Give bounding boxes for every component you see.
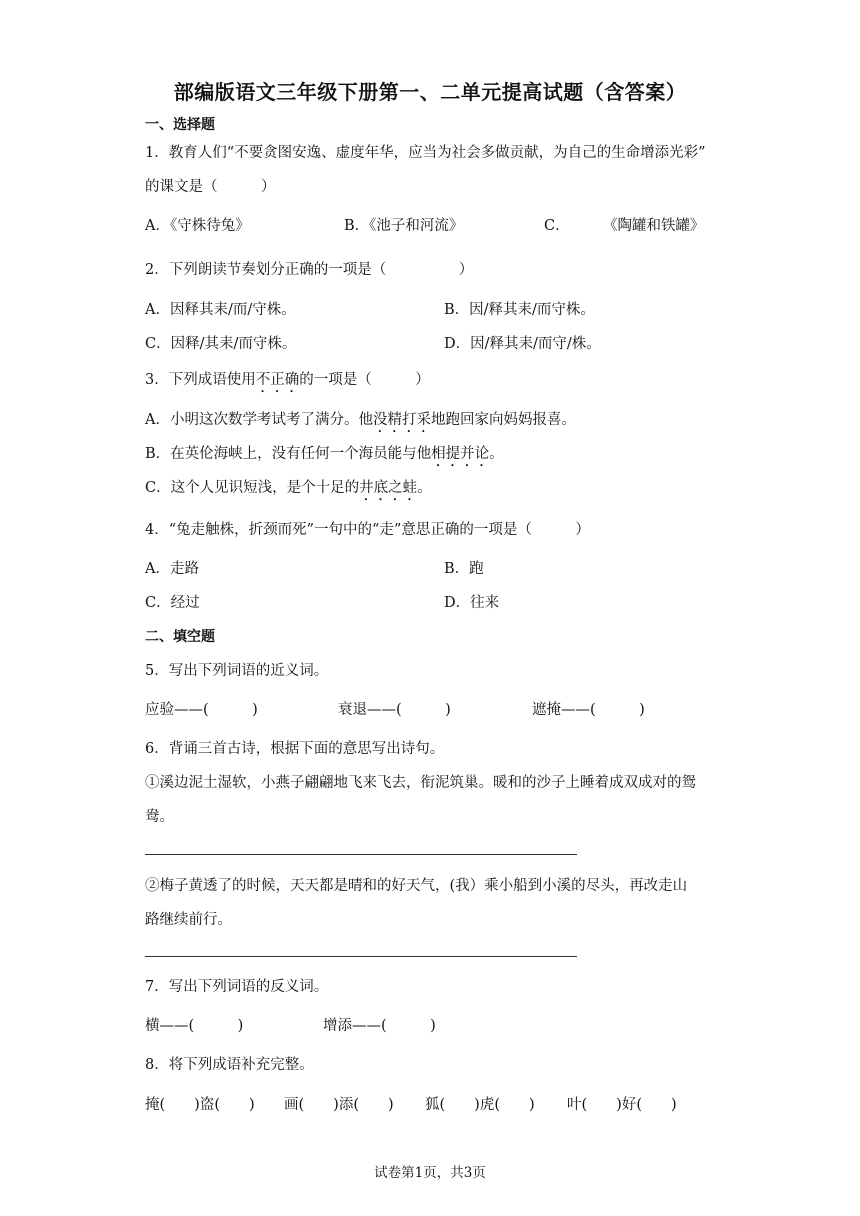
q1-option-a: A．《守株待兔》 [145,218,250,234]
q2-option-d: D．因/释其耒/而守/株。 [444,336,601,352]
q2-option-b: B．因/释其耒/而守株。 [444,302,595,318]
q5-word-3: 遮掩——( ) [532,702,645,718]
q8-idiom-2: 画( )添( ) [284,1097,394,1113]
q3-stem-pre: 3．下列成语使用 [145,372,256,388]
q8-idiom-1: 掩( )盗( ) [145,1097,255,1113]
q4-option-d: D．往来 [444,595,500,611]
q4-option-b: B．跑 [444,561,484,577]
q8-idiom-4: 叶( )好( ) [567,1097,677,1113]
q2-stem: 2．下列朗读节奏划分正确的一项是（ ） [145,262,474,278]
section-heading-fill: 二、填空题 [145,629,215,645]
q4-option-a: A．走路 [145,561,199,577]
q8-stem: 8．将下列成语补充完整。 [145,1057,314,1073]
q3-a-pre: A．小明这次数学考试考了满分。他 [145,412,373,428]
section-heading-choice: 一、选择题 [145,117,215,133]
q1-option-c-label: C． [544,218,570,234]
q7-word-1: 横——( ) [145,1018,244,1034]
q2-option-a: A．因释其耒/而/守株。 [145,302,296,318]
q5-word-2: 衰退——( ) [338,702,451,718]
q6-answer-line-2 [145,956,577,957]
q8-idiom-3: 狐( )虎( ) [425,1097,535,1113]
q3-b-post: 。 [489,446,504,462]
q1-stem-line2: 的课文是（ ） [145,179,276,195]
q3-stem-post: 的一项是（ ） [299,372,430,388]
page-title: 部编版语文三年级下册第一、二单元提高试题（含答案） [173,80,687,104]
q3-option-c [145,476,432,504]
q1-option-b: B．《池子和河流》 [344,218,464,234]
q6-stem: 6．背诵三首古诗，根据下面的意思写出诗句。 [145,741,445,757]
q6-answer-line-1 [145,854,577,855]
q4-stem: 4．“兔走触株，折颈而死”一句中的“走”意思正确的一项是（ ） [145,522,590,538]
page-footer: 试卷第1页，共3页 [374,1165,486,1181]
q3-c-idiom: 井底之蛙 [359,480,418,496]
q4-option-c: C．经过 [145,595,200,611]
q3-option-b [145,442,504,470]
q6-prompt1-line2: 鸯。 [145,809,174,825]
q5-word-1: 应验——( ) [145,702,258,718]
q1-stem-line1: 1．教育人们“不要贪图安逸、虚度年华，应当为社会多做贡献，为自己的生命增添光彩” [145,145,706,161]
q3-b-pre: B．在英伦海峡上，没有任何一个海员能与他 [145,446,432,462]
q3-stem [145,368,430,396]
q7-word-2: 增添——( ) [323,1018,436,1034]
q2-option-c: C．因释/其耒/而守株。 [145,336,297,352]
q6-prompt2-line2: 路继续前行。 [145,912,232,928]
q3-option-a [145,408,576,436]
q6-prompt1-line1: ①溪边泥土湿软，小燕子翩翩地飞来飞去，衔泥筑巢。暖和的沙子上睡着成双成对的鸳 [145,775,696,791]
q3-a-post: 地跑回家向妈妈报喜。 [430,412,576,428]
q3-a-idiom: 没精打采 [372,412,431,428]
q3-c-pre: C．这个人见识短浅，是个十足的 [145,480,360,496]
q6-prompt2-line1: ②梅子黄透了的时候，天天都是晴和的好天气，(我）乘小船到小溪的尽头，再改走山 [145,878,688,894]
q7-stem: 7．写出下列词语的反义词。 [145,979,329,995]
q5-stem: 5．写出下列词语的近义词。 [145,663,329,679]
q1-option-c-text: 《陶罐和铁罐》 [603,218,705,234]
q3-c-post: 。 [417,480,432,496]
q3-b-idiom: 相提并论 [431,446,490,462]
q3-stem-emphasis: 不正确 [255,372,300,388]
